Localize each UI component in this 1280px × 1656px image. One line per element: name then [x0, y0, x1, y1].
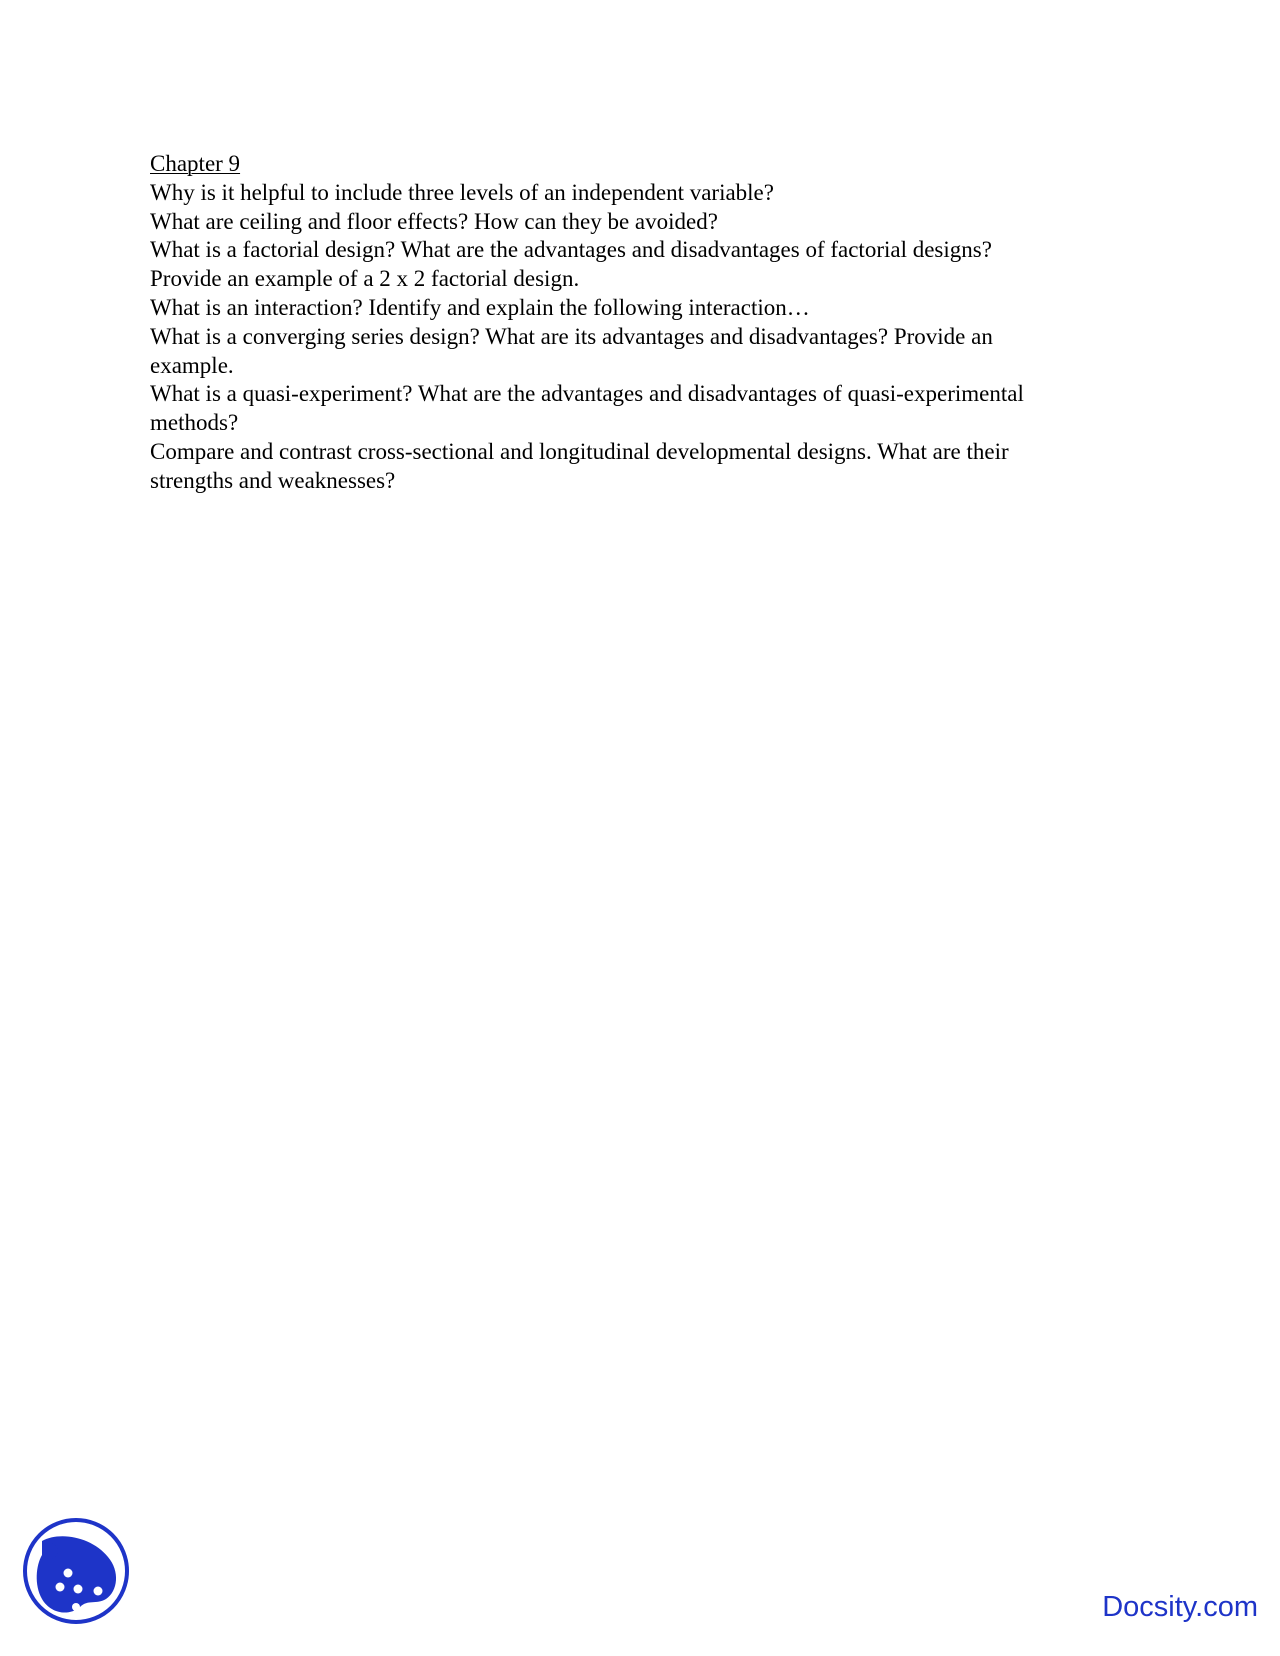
question-item [150, 294, 1150, 323]
question-text: What is a converging series design? What are its advantages and disadvantages? Provide an [150, 323, 993, 349]
question-text: Why is it helpful to include three levels of an independent variable? [150, 179, 774, 205]
question-text: What is a factorial design? What are the advantages and disadvantages of factorial designs? [150, 237, 992, 263]
question-text-continued: methods? [150, 410, 239, 436]
question-text-continued: example. [150, 352, 234, 378]
docsity-logo-graphic [20, 1515, 132, 1627]
question-item [150, 323, 1150, 381]
docsity-site-link[interactable]: Docsity.com [1102, 1591, 1258, 1623]
question-item [150, 236, 1150, 294]
question-text: What is an interaction? Identify and explain the following interaction… [150, 294, 810, 320]
question-item [150, 380, 1150, 438]
question-text: What are ceiling and floor effects? How can they be avoided? [150, 208, 718, 234]
docsity-logo-icon[interactable] [20, 1515, 132, 1627]
question-item [150, 438, 1150, 496]
question-item [150, 179, 1150, 208]
question-item [150, 208, 1150, 237]
question-text: What is a quasi-experiment? What are the advantages and disadvantages of quasi-experimental [150, 381, 1024, 407]
question-text: Compare and contrast cross-sectional and longitudinal developmental designs. What are their [150, 438, 1009, 464]
question-text-continued: Provide an example of a 2 x 2 factorial design. [150, 266, 580, 292]
chapter-heading: Chapter 9 [150, 151, 241, 176]
question-text-continued: strengths and weaknesses? [150, 467, 396, 493]
document-content [150, 150, 1150, 496]
